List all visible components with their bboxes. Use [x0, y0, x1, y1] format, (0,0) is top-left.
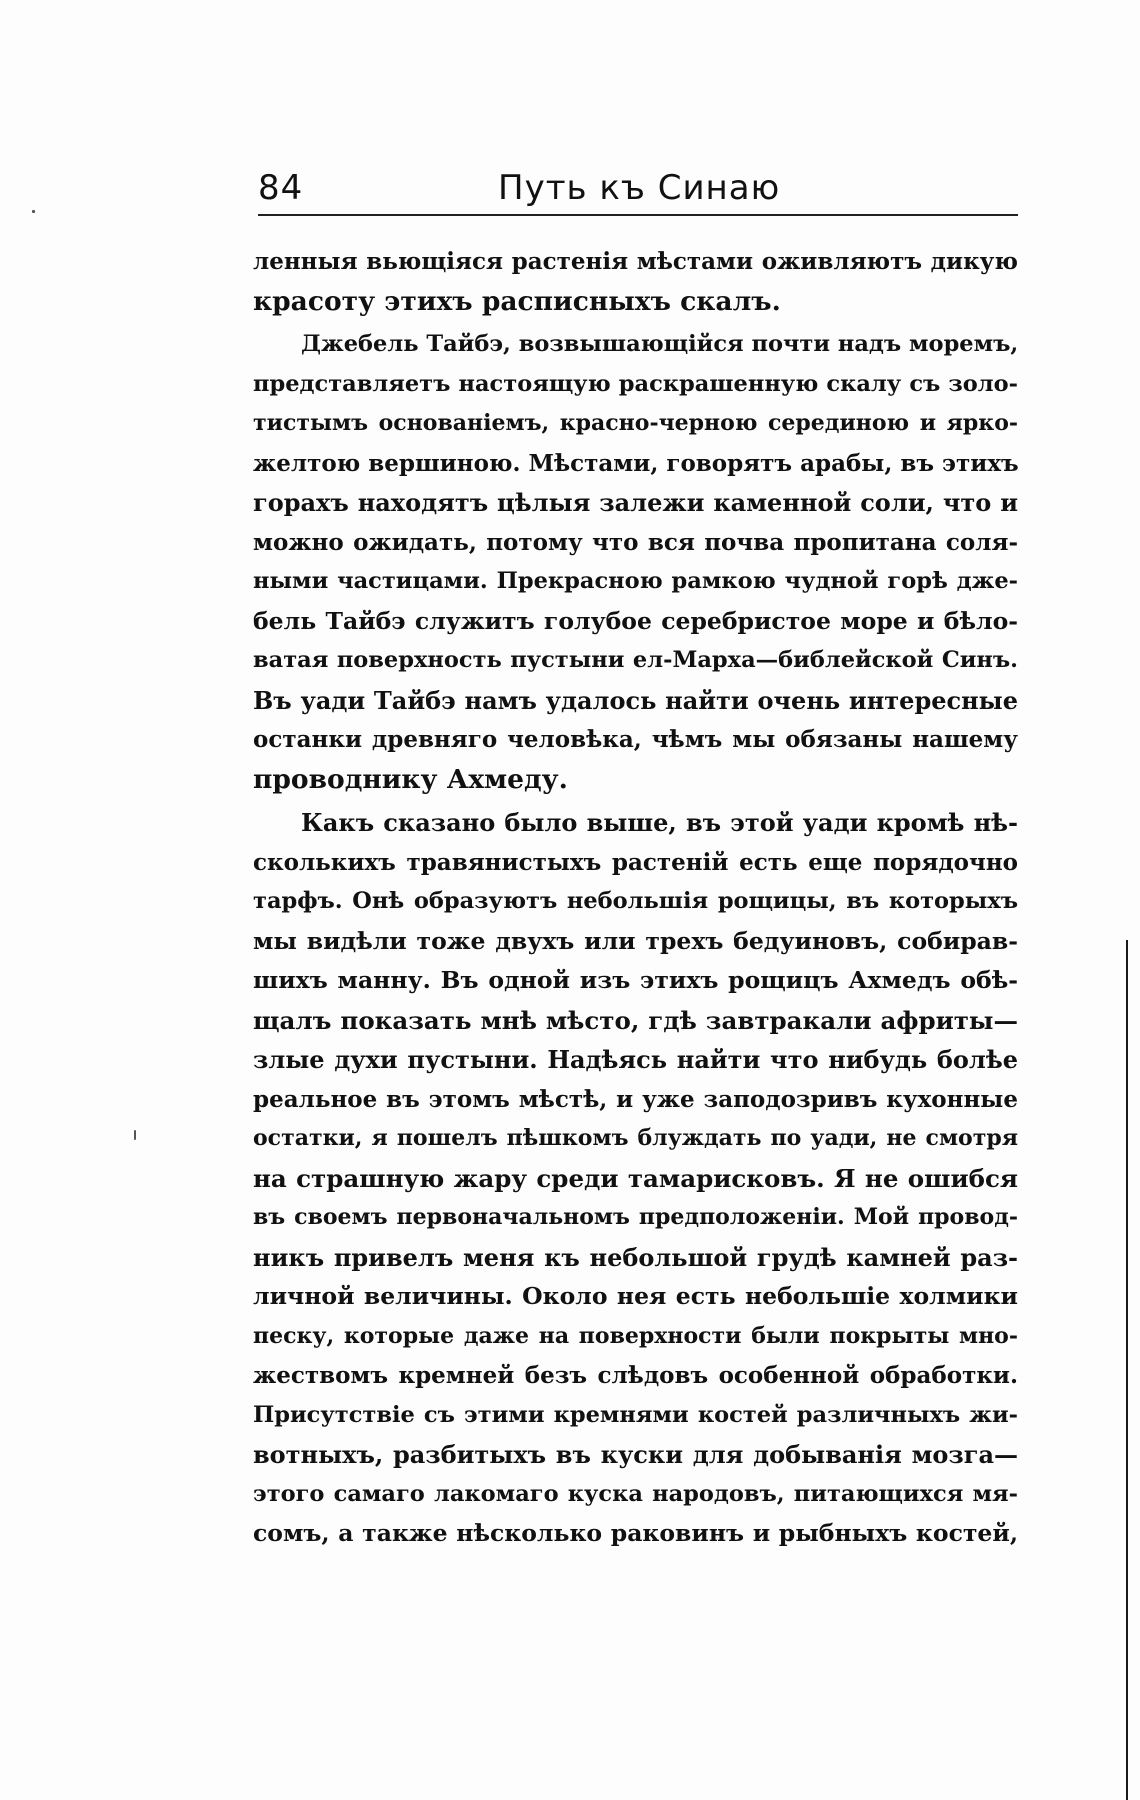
page-edge-line	[1126, 940, 1128, 1800]
text-line: реальное въ этомъ мѣстѣ, и уже заподозривъ кухонные	[253, 1085, 1018, 1113]
text-line: шихъ манну. Въ одной изъ этихъ рощицъ Ахмедъ обѣ-	[253, 966, 1018, 994]
text-line: тарфъ. Онѣ образуютъ небольшія рощицы, въ которыхъ	[253, 888, 1018, 914]
header-rule	[258, 214, 1018, 216]
text-line: песку, которые даже на поверхности были покрыты мно-	[253, 1322, 1018, 1349]
body-text	[253, 242, 1018, 1554]
scan-speck	[32, 210, 35, 213]
running-title: Путь къ Синаю	[498, 168, 781, 208]
text-line: проводнику Ахмеду.	[253, 763, 568, 795]
text-line: бель Тайбэ служитъ голубое серебристое море и бѣло-	[253, 606, 1018, 635]
text-line: можно ожидать, потому что вся почва пропитана соля-	[253, 528, 1018, 556]
text-line: въ своемъ первоначальномъ предположеніи. Мой провод-	[253, 1204, 1018, 1230]
text-line: никъ привелъ меня къ небольшой грудѣ камней раз-	[253, 1242, 1018, 1272]
text-line: личной величины. Около нея есть небольшіе холмики	[253, 1282, 1018, 1310]
scan-speck	[134, 1130, 136, 1140]
text-line: сколькихъ травянистыхъ растеній есть еще порядочно	[253, 848, 1018, 876]
text-line: желтою вершиною. Мѣстами, говорятъ арабы, въ этихъ	[253, 449, 1019, 477]
text-line: остатки, я пошелъ пѣшкомъ блуждать по уади, не смотря	[253, 1125, 1018, 1151]
text-line: Какъ сказано было выше, въ этой уади кромѣ нѣ-	[301, 808, 1018, 837]
text-line: ными частицами. Прекрасною рамкою чудной горѣ дже-	[253, 568, 1018, 594]
text-line: тистымъ основаніемъ, красно-черною серединою и ярко-	[253, 410, 1018, 436]
text-line: жествомъ кремней безъ слѣдовъ особенной обработки.	[253, 1362, 1018, 1389]
text-line: ленныя вьющіяся растенія мѣстами оживляютъ дикую	[253, 248, 1018, 275]
text-line: сомъ, а также нѣсколько раковинъ и рыбныхъ костей,	[253, 1519, 1018, 1547]
text-line: этого самаго лакомаго куска народовъ, питающихся мя-	[253, 1480, 1018, 1507]
page-header	[258, 168, 1018, 208]
text-line: вотныхъ, разбитыхъ въ куски для добыванія мозга—	[253, 1440, 1018, 1469]
text-line: на страшную жару среди тамарисковъ. Я не ошибся	[253, 1163, 1018, 1193]
text-line: Въ уади Тайбэ намъ удалось найти очень интересные	[253, 685, 1018, 715]
text-line: останки древняго человѣка, чѣмъ мы обязаны нашему	[253, 726, 1018, 753]
text-line: красоту этихъ расписныхъ скалъ.	[253, 285, 781, 317]
text-line: горахъ находятъ цѣлыя залежи каменной соли, что и	[253, 488, 1018, 517]
text-line: щалъ показать мнѣ мѣсто, гдѣ завтракали африты—	[253, 1005, 1018, 1035]
text-line: ватая поверхность пустыни ел-Марха—библейской Синъ.	[253, 647, 1018, 673]
text-line: Присутствіе съ этими кремнями костей различныхъ жи-	[253, 1401, 1018, 1428]
text-line: злые духи пустыни. Надѣясь найти что нибудь болѣе	[253, 1045, 1018, 1074]
text-line: мы видѣли тоже двухъ или трехъ бедуиновъ, собирав-	[253, 926, 1018, 955]
text-line: представляетъ настоящую раскрашенную скалу съ золо-	[253, 370, 1018, 397]
page-number: 84	[258, 168, 304, 208]
text-line: Джебель Тайбэ, возвышающійся почти надъ моремъ,	[301, 331, 1019, 357]
